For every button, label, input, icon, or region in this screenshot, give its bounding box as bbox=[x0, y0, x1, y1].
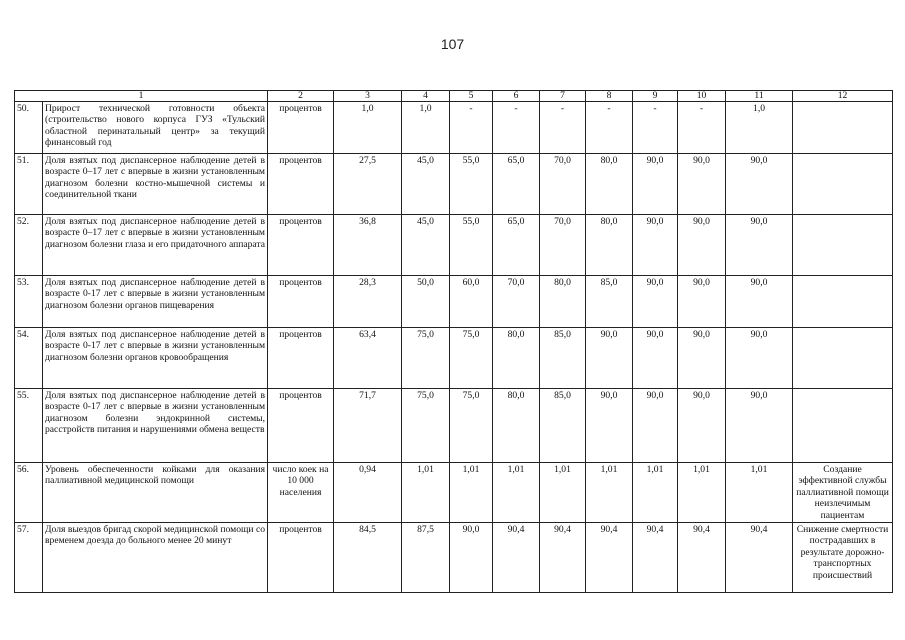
unit-cell: процентов bbox=[268, 102, 334, 154]
value-cell: 1,01 bbox=[633, 463, 678, 523]
value-cell: 90,0 bbox=[726, 154, 793, 215]
page-number: 107 bbox=[440, 36, 465, 52]
value-cell: 1,0 bbox=[402, 102, 450, 154]
column-number-header: 12 bbox=[793, 91, 893, 102]
value-cell: 70,0 bbox=[540, 154, 586, 215]
value-cell: 90,0 bbox=[678, 328, 726, 389]
value-cell: 90,4 bbox=[540, 523, 586, 593]
expected-result-cell bbox=[793, 102, 893, 154]
value-cell: 90,0 bbox=[678, 389, 726, 463]
value-cell: - bbox=[678, 102, 726, 154]
unit-cell: процентов bbox=[268, 215, 334, 276]
table-row bbox=[15, 154, 893, 215]
indicator-description: Уровень обеспеченности койками для оказания паллиативной медицинской помощи bbox=[43, 463, 268, 523]
value-cell: 90,0 bbox=[678, 154, 726, 215]
value-cell: 1,01 bbox=[402, 463, 450, 523]
value-cell: 90,4 bbox=[633, 523, 678, 593]
unit-cell: процентов bbox=[268, 523, 334, 593]
table-row bbox=[15, 523, 893, 593]
value-cell: 90,0 bbox=[633, 276, 678, 328]
value-cell: 70,0 bbox=[540, 215, 586, 276]
row-number: 57. bbox=[15, 523, 43, 593]
unit-cell: процентов bbox=[268, 276, 334, 328]
value-cell: 28,3 bbox=[334, 276, 402, 328]
value-cell: - bbox=[493, 102, 540, 154]
indicator-description: Прирост технической готовности объекта (строительство нового корпуса ГУЗ «Тульский областной перинатальный центр» за текущий финансовый год bbox=[43, 102, 268, 154]
column-number-header: 11 bbox=[726, 91, 793, 102]
value-cell: 84,5 bbox=[334, 523, 402, 593]
value-cell: 90,0 bbox=[726, 328, 793, 389]
column-number-header: 4 bbox=[402, 91, 450, 102]
value-cell: 90,0 bbox=[726, 215, 793, 276]
value-cell: - bbox=[633, 102, 678, 154]
value-cell: - bbox=[450, 102, 493, 154]
value-cell: 70,0 bbox=[493, 276, 540, 328]
indicator-description: Доля взятых под диспансерное наблюдение детей в возрасте 0–17 лет с впервые в жизни установленным диагнозом болезни глаза и его придаточного аппарата bbox=[43, 215, 268, 276]
value-cell: 55,0 bbox=[450, 215, 493, 276]
value-cell: 71,7 bbox=[334, 389, 402, 463]
column-number-header: 8 bbox=[586, 91, 633, 102]
indicator-description: Доля взятых под диспансерное наблюдение детей в возрасте 0–17 лет с впервые в жизни установленным диагнозом болезни костно-мышечной системы и соединительной ткани bbox=[43, 154, 268, 215]
indicator-description: Доля выездов бригад скорой медицинской помощи со временем доезда до больного менее 20 минут bbox=[43, 523, 268, 593]
indicator-description: Доля взятых под диспансерное наблюдение детей в возрасте 0-17 лет с впервые в жизни установленным диагнозом болезни эндокринной системы, расстройств питания и нарушениями обмена веществ bbox=[43, 389, 268, 463]
value-cell: 60,0 bbox=[450, 276, 493, 328]
value-cell: 1,01 bbox=[586, 463, 633, 523]
value-cell: 80,0 bbox=[540, 276, 586, 328]
value-cell: 1,0 bbox=[726, 102, 793, 154]
unit-cell: процентов bbox=[268, 154, 334, 215]
row-number: 53. bbox=[15, 276, 43, 328]
value-cell: 90,4 bbox=[493, 523, 540, 593]
column-number-header: 10 bbox=[678, 91, 726, 102]
expected-result-cell bbox=[793, 154, 893, 215]
value-cell: 75,0 bbox=[402, 389, 450, 463]
value-cell: 87,5 bbox=[402, 523, 450, 593]
table-row bbox=[15, 463, 893, 523]
value-cell: 0,94 bbox=[334, 463, 402, 523]
value-cell: 75,0 bbox=[450, 389, 493, 463]
value-cell: 90,0 bbox=[633, 389, 678, 463]
value-cell: 1,01 bbox=[726, 463, 793, 523]
value-cell: 90,0 bbox=[450, 523, 493, 593]
value-cell: 85,0 bbox=[586, 276, 633, 328]
value-cell: 1,01 bbox=[540, 463, 586, 523]
value-cell: 27,5 bbox=[334, 154, 402, 215]
value-cell: 45,0 bbox=[402, 215, 450, 276]
value-cell: 80,0 bbox=[586, 215, 633, 276]
expected-result-cell: Создание эффективной службы паллиативной помощи неизлечимым пациентам bbox=[793, 463, 893, 523]
unit-cell: число коек на 10 000 населения bbox=[268, 463, 334, 523]
value-cell: 85,0 bbox=[540, 389, 586, 463]
table-row bbox=[15, 215, 893, 276]
row-number: 55. bbox=[15, 389, 43, 463]
value-cell: 36,8 bbox=[334, 215, 402, 276]
column-number-header: 9 bbox=[633, 91, 678, 102]
value-cell: 65,0 bbox=[493, 215, 540, 276]
column-number-header: 2 bbox=[268, 91, 334, 102]
value-cell: 75,0 bbox=[450, 328, 493, 389]
indicator-description: Доля взятых под диспансерное наблюдение детей в возрасте 0-17 лет с впервые в жизни установленным диагнозом болезни органов кровообращения bbox=[43, 328, 268, 389]
value-cell: 55,0 bbox=[450, 154, 493, 215]
value-cell: 75,0 bbox=[402, 328, 450, 389]
value-cell: 1,01 bbox=[450, 463, 493, 523]
value-cell: 1,01 bbox=[493, 463, 540, 523]
value-cell: - bbox=[586, 102, 633, 154]
value-cell: 1,0 bbox=[334, 102, 402, 154]
value-cell: 1,01 bbox=[678, 463, 726, 523]
value-cell: 63,4 bbox=[334, 328, 402, 389]
value-cell: 90,0 bbox=[586, 328, 633, 389]
value-cell: 50,0 bbox=[402, 276, 450, 328]
header-row bbox=[15, 91, 893, 102]
table-row bbox=[15, 389, 893, 463]
value-cell: 80,0 bbox=[493, 328, 540, 389]
value-cell: 90,0 bbox=[726, 389, 793, 463]
unit-cell: процентов bbox=[268, 328, 334, 389]
value-cell: 90,4 bbox=[678, 523, 726, 593]
row-number: 56. bbox=[15, 463, 43, 523]
expected-result-cell bbox=[793, 389, 893, 463]
value-cell: 90,0 bbox=[678, 215, 726, 276]
value-cell: 90,0 bbox=[726, 276, 793, 328]
column-number-header: 5 bbox=[450, 91, 493, 102]
row-number: 51. bbox=[15, 154, 43, 215]
value-cell: 65,0 bbox=[493, 154, 540, 215]
column-number-header: 1 bbox=[15, 91, 268, 102]
value-cell: 80,0 bbox=[586, 154, 633, 215]
value-cell: 90,0 bbox=[586, 389, 633, 463]
expected-result-cell: Снижение смертности пострадавших в результате дорожно-транспортных происшествий bbox=[793, 523, 893, 593]
row-number: 54. bbox=[15, 328, 43, 389]
row-number: 50. bbox=[15, 102, 43, 154]
column-number-header: 3 bbox=[334, 91, 402, 102]
expected-result-cell bbox=[793, 328, 893, 389]
value-cell: - bbox=[540, 102, 586, 154]
column-number-header: 7 bbox=[540, 91, 586, 102]
expected-result-cell bbox=[793, 276, 893, 328]
value-cell: 90,0 bbox=[678, 276, 726, 328]
table-row bbox=[15, 328, 893, 389]
value-cell: 85,0 bbox=[540, 328, 586, 389]
value-cell: 80,0 bbox=[493, 389, 540, 463]
value-cell: 45,0 bbox=[402, 154, 450, 215]
value-cell: 90,4 bbox=[586, 523, 633, 593]
column-number-header: 6 bbox=[493, 91, 540, 102]
table-row bbox=[15, 102, 893, 154]
value-cell: 90,0 bbox=[633, 215, 678, 276]
row-number: 52. bbox=[15, 215, 43, 276]
unit-cell: процентов bbox=[268, 389, 334, 463]
value-cell: 90,4 bbox=[726, 523, 793, 593]
expected-result-cell bbox=[793, 215, 893, 276]
indicators-table bbox=[14, 90, 893, 593]
table-row bbox=[15, 276, 893, 328]
value-cell: 90,0 bbox=[633, 328, 678, 389]
indicator-description: Доля взятых под диспансерное наблюдение детей в возрасте 0-17 лет с впервые в жизни установленным диагнозом болезни органов пищеварения bbox=[43, 276, 268, 328]
value-cell: 90,0 bbox=[633, 154, 678, 215]
